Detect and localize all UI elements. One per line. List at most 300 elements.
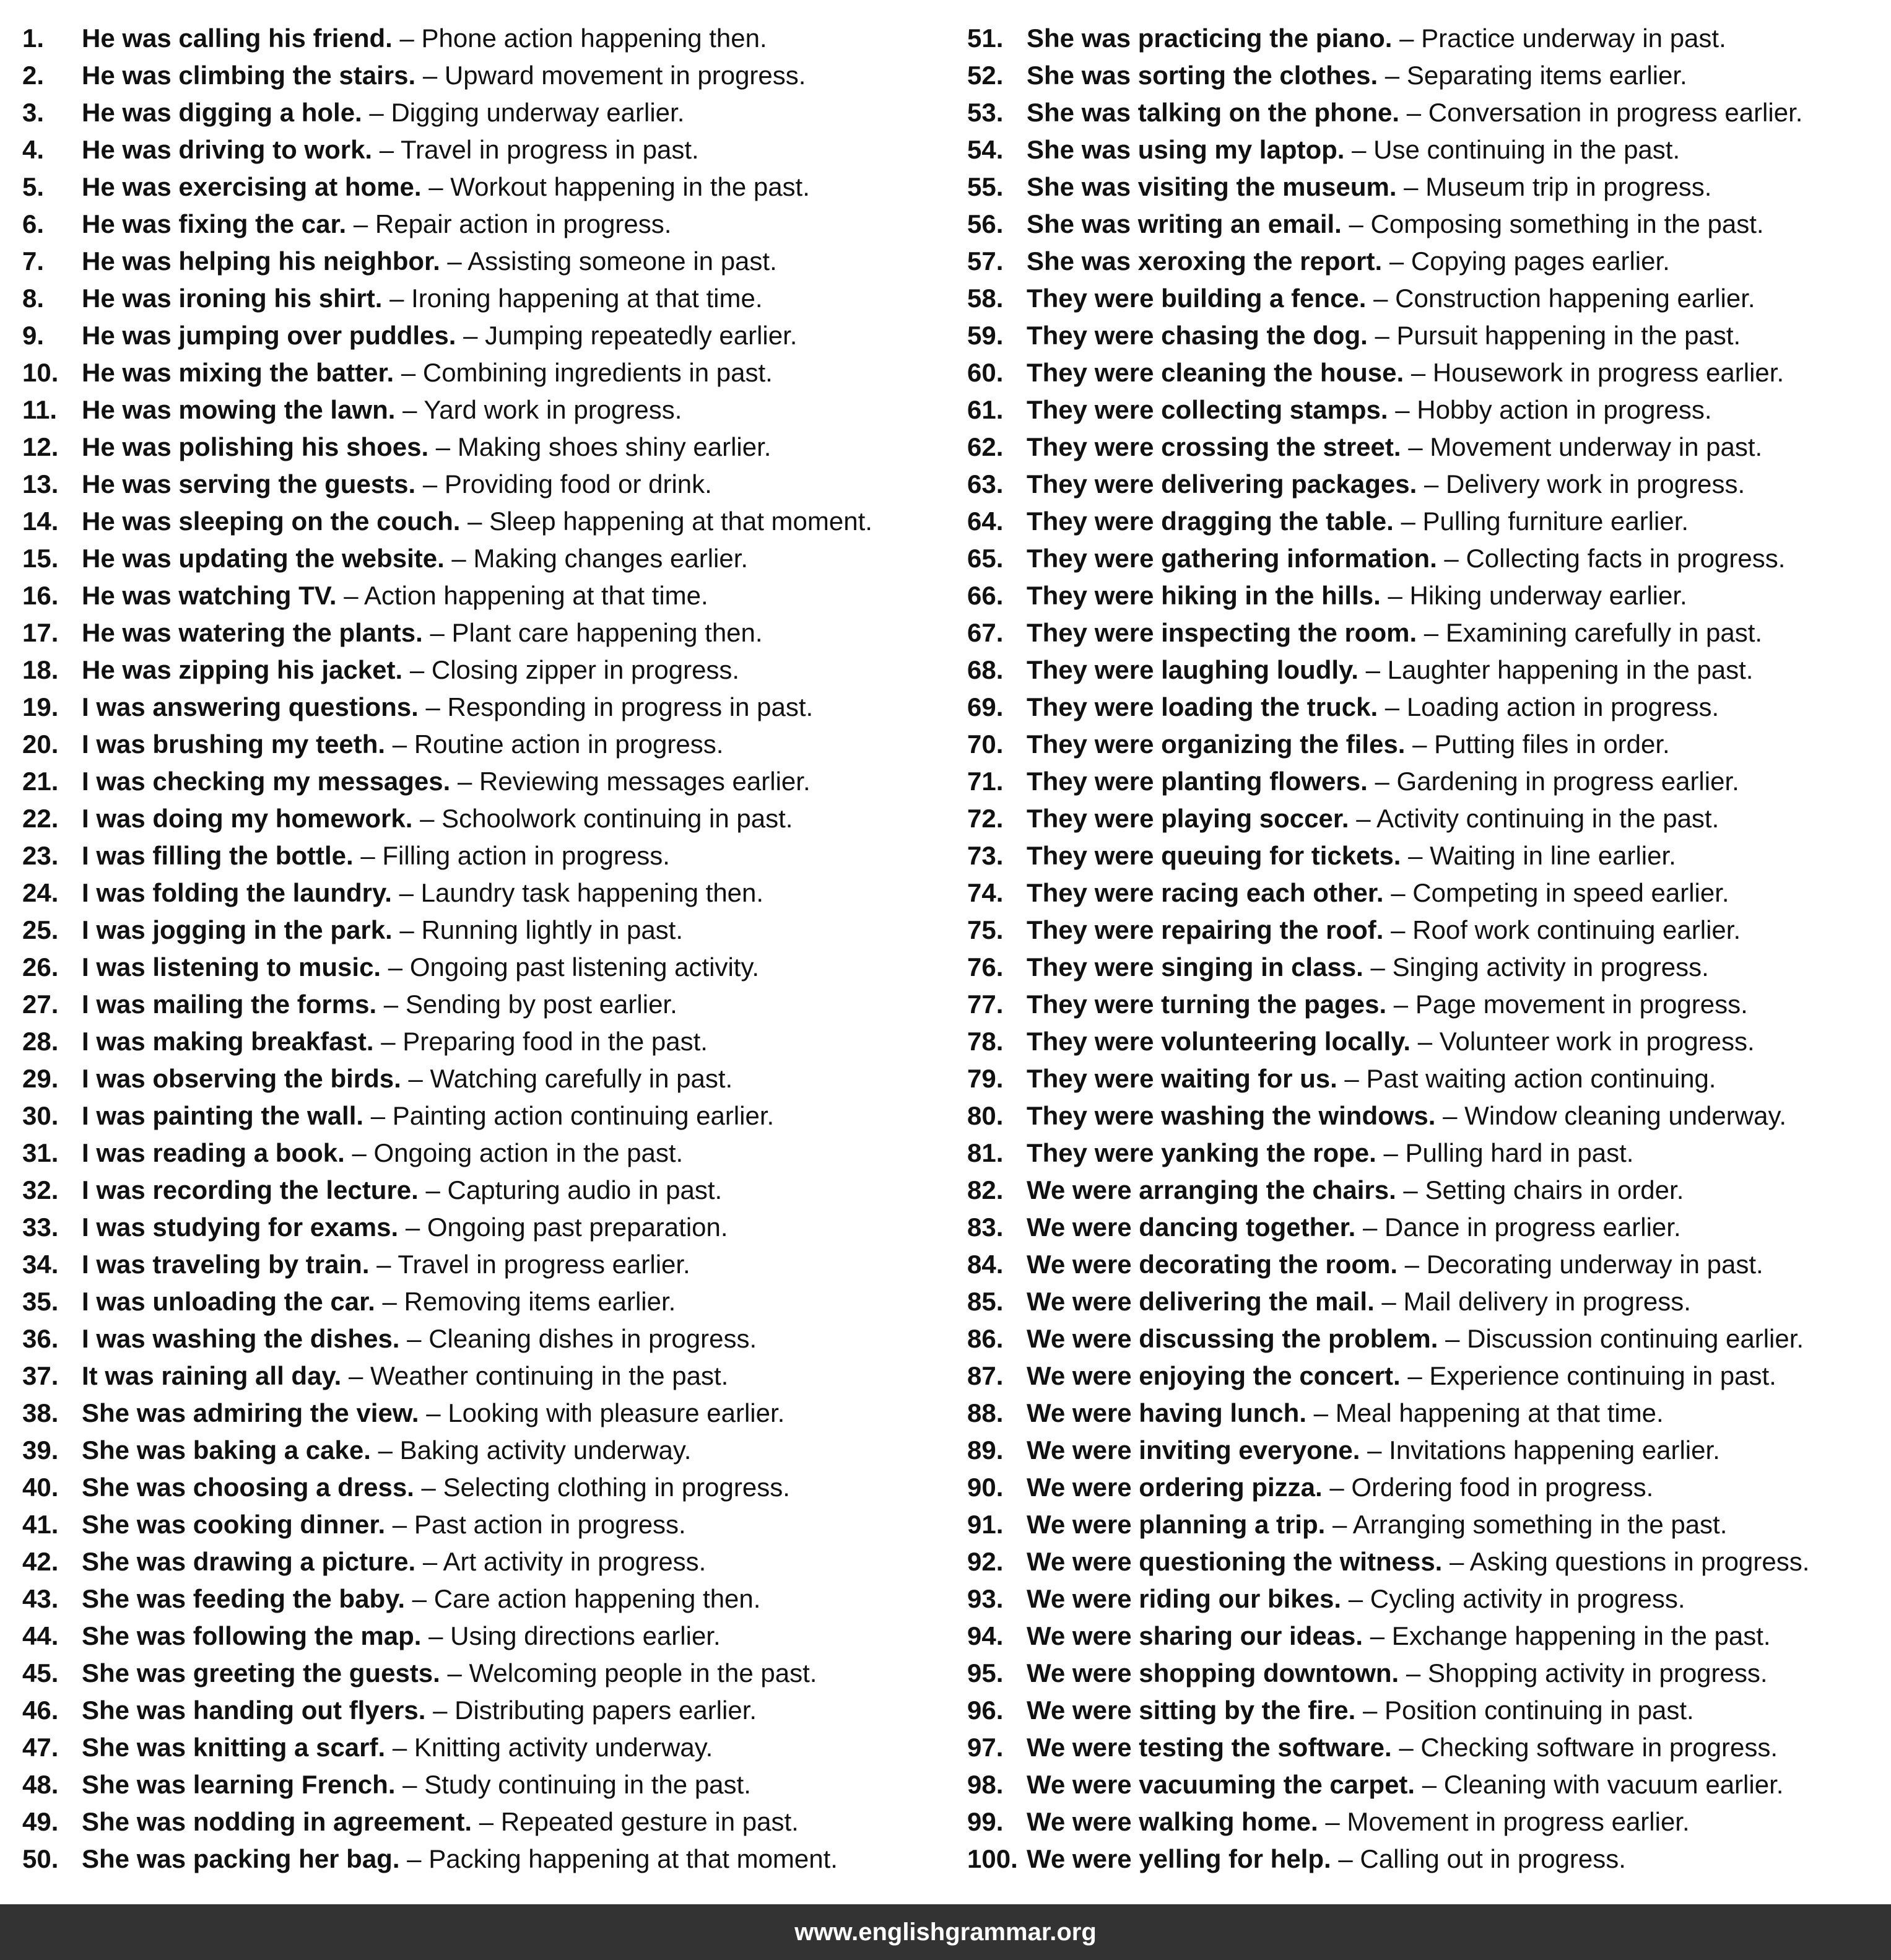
item-number: 69. xyxy=(967,692,1004,721)
dash-separator: – xyxy=(418,692,448,721)
dash-separator: – xyxy=(1367,767,1397,796)
example-sentence: They were washing the windows. xyxy=(1027,1101,1436,1130)
sentence-explanation: Hobby action in progress. xyxy=(1417,395,1712,424)
list-item xyxy=(967,1432,1884,1469)
list-item xyxy=(22,1097,939,1135)
list-item xyxy=(22,57,939,94)
example-sentence: She was knitting a scarf. xyxy=(82,1733,386,1762)
example-sentence: I was brushing my teeth. xyxy=(82,730,386,759)
list-item xyxy=(22,1692,939,1729)
sentence-explanation: Singing activity in progress. xyxy=(1392,952,1709,982)
dash-separator: – xyxy=(1325,1510,1353,1539)
list-item xyxy=(22,317,939,354)
item-number: 29. xyxy=(22,1064,59,1093)
dash-separator: – xyxy=(398,1213,427,1242)
sentence-explanation: Invitations happening earlier. xyxy=(1389,1435,1720,1465)
example-sentence: He was mixing the batter. xyxy=(82,358,394,387)
sentence-explanation: Calling out in progress. xyxy=(1360,1844,1626,1873)
sentence-explanation: Art activity in progress. xyxy=(443,1547,706,1576)
dash-separator: – xyxy=(1417,618,1446,647)
dash-separator: – xyxy=(372,135,401,164)
list-item xyxy=(22,689,939,726)
list-item xyxy=(22,1803,939,1840)
item-number: 85. xyxy=(967,1287,1004,1316)
example-sentence: She was baking a cake. xyxy=(82,1435,371,1465)
sentence-explanation: Routine action in progress. xyxy=(414,730,724,759)
item-number: 18. xyxy=(22,655,59,684)
example-sentence: I was reading a book. xyxy=(82,1138,345,1167)
item-number: 68. xyxy=(967,655,1004,684)
item-number: 61. xyxy=(967,395,1004,424)
dash-separator: – xyxy=(402,655,432,684)
example-sentence: We were walking home. xyxy=(1027,1807,1318,1836)
sentence-explanation: Setting chairs in order. xyxy=(1425,1175,1684,1204)
dash-separator: – xyxy=(369,1250,398,1279)
item-number: 41. xyxy=(22,1510,59,1539)
dash-separator: – xyxy=(385,1733,414,1762)
item-number: 5. xyxy=(22,172,45,201)
item-number: 74. xyxy=(967,878,1004,907)
sentence-explanation: Cleaning with vacuum earlier. xyxy=(1443,1770,1784,1799)
sentence-explanation: Sending by post earlier. xyxy=(405,990,677,1019)
list-item xyxy=(22,614,939,651)
sentence-explanation: Separating items earlier. xyxy=(1406,61,1687,90)
list-item xyxy=(22,1357,939,1395)
list-item xyxy=(22,763,939,800)
item-number: 79. xyxy=(967,1064,1004,1093)
list-item xyxy=(22,429,939,466)
item-number: 63. xyxy=(967,469,1004,499)
item-number: 55. xyxy=(967,172,1004,201)
example-sentence: They were turning the pages. xyxy=(1027,990,1387,1019)
item-number: 67. xyxy=(967,618,1004,647)
item-number: 87. xyxy=(967,1361,1004,1390)
item-number: 25. xyxy=(22,915,59,944)
list-item xyxy=(967,1543,1884,1580)
sentence-explanation: Laundry task happening then. xyxy=(420,878,764,907)
list-item xyxy=(22,540,939,577)
sentence-explanation: Activity continuing in the past. xyxy=(1376,804,1719,833)
list-item xyxy=(967,1097,1884,1135)
sentence-explanation: Museum trip in progress. xyxy=(1425,172,1712,201)
item-number: 19. xyxy=(22,692,59,721)
example-sentence: He was helping his neighbor. xyxy=(82,246,440,276)
sentence-explanation: Selecting clothing in progress. xyxy=(443,1473,790,1502)
example-sentence: She was following the map. xyxy=(82,1621,422,1650)
dash-separator: – xyxy=(1401,841,1430,870)
dash-separator: – xyxy=(428,432,458,461)
sentence-explanation: Making shoes shiny earlier. xyxy=(457,432,772,461)
item-number: 28. xyxy=(22,1027,59,1056)
list-item xyxy=(22,391,939,429)
example-sentence: They were delivering packages. xyxy=(1027,469,1417,499)
example-sentence: She was writing an email. xyxy=(1027,209,1342,238)
item-number: 26. xyxy=(22,952,59,982)
item-number: 20. xyxy=(22,730,59,759)
item-number: 84. xyxy=(967,1250,1004,1279)
example-sentence: He was calling his friend. xyxy=(82,24,393,53)
dash-separator: – xyxy=(1392,24,1422,53)
item-number: 59. xyxy=(967,321,1004,350)
sentence-explanation: Ongoing past listening activity. xyxy=(409,952,760,982)
example-sentence: I was painting the wall. xyxy=(82,1101,364,1130)
footer-bar xyxy=(0,1904,1891,1960)
list-item xyxy=(22,1283,939,1320)
list-item xyxy=(22,986,939,1023)
dash-separator: – xyxy=(1366,284,1396,313)
dash-separator: – xyxy=(1386,990,1415,1019)
example-sentence: I was traveling by train. xyxy=(82,1250,370,1279)
example-sentence: He was watching TV. xyxy=(82,581,337,610)
example-sentence: They were playing soccer. xyxy=(1027,804,1349,833)
sentence-explanation: Workout happening in the past. xyxy=(450,172,810,201)
example-sentence: We were shopping downtown. xyxy=(1027,1658,1399,1688)
dash-separator: – xyxy=(341,1361,371,1390)
sentence-explanation: Mail delivery in progress. xyxy=(1403,1287,1691,1316)
example-sentence: She was drawing a picture. xyxy=(82,1547,416,1576)
list-item xyxy=(22,1432,939,1469)
item-number: 82. xyxy=(967,1175,1004,1204)
sentence-explanation: Travel in progress earlier. xyxy=(398,1250,690,1279)
example-sentence: I was unloading the car. xyxy=(82,1287,375,1316)
item-number: 81. xyxy=(967,1138,1004,1167)
sentence-explanation: Movement underway in past. xyxy=(1430,432,1763,461)
dash-separator: – xyxy=(1382,246,1411,276)
example-sentence: We were sharing our ideas. xyxy=(1027,1621,1363,1650)
item-number: 86. xyxy=(967,1324,1004,1353)
list-item xyxy=(967,391,1884,429)
item-number: 92. xyxy=(967,1547,1004,1576)
sentence-explanation: Use continuing in the past. xyxy=(1373,135,1680,164)
dash-separator: – xyxy=(415,1547,443,1576)
list-item xyxy=(22,206,939,243)
example-sentence: They were hiking in the hills. xyxy=(1027,581,1381,610)
list-item xyxy=(967,280,1884,317)
example-sentence: She was sorting the clothes. xyxy=(1027,61,1378,90)
item-number: 51. xyxy=(967,24,1004,53)
list-item xyxy=(22,1618,939,1655)
sentence-explanation: Competing in speed earlier. xyxy=(1412,878,1729,907)
sentence-explanation: Yard work in progress. xyxy=(424,395,682,424)
sentence-explanation: Practice underway in past. xyxy=(1421,24,1726,53)
sentence-explanation: Baking activity underway. xyxy=(399,1435,692,1465)
item-number: 77. xyxy=(967,990,1004,1019)
sentence-explanation: Waiting in line earlier. xyxy=(1430,841,1676,870)
sentence-explanation: Examining carefully in past. xyxy=(1445,618,1763,647)
list-item xyxy=(22,800,939,837)
list-item xyxy=(22,503,939,540)
dash-separator: – xyxy=(456,321,485,350)
sentence-explanation: Dance in progress earlier. xyxy=(1385,1213,1681,1242)
list-item xyxy=(22,1543,939,1580)
item-number: 57. xyxy=(967,246,1004,276)
example-sentence: I was recording the lecture. xyxy=(82,1175,419,1204)
item-number: 62. xyxy=(967,432,1004,461)
dash-separator: – xyxy=(1360,1435,1389,1465)
list-item xyxy=(22,1580,939,1618)
list-item xyxy=(967,20,1884,57)
example-sentence: She was using my laptop. xyxy=(1027,135,1345,164)
sentence-explanation: Reviewing messages earlier. xyxy=(479,767,811,796)
list-item xyxy=(22,168,939,206)
dash-separator: – xyxy=(385,1510,414,1539)
sentence-explanation: Page movement in progress. xyxy=(1415,990,1748,1019)
example-sentence: We were enjoying the concert. xyxy=(1027,1361,1401,1390)
dash-separator: – xyxy=(1400,1361,1430,1390)
dash-separator: – xyxy=(1341,209,1371,238)
list-item xyxy=(22,280,939,317)
dash-separator: – xyxy=(405,1584,434,1613)
dash-separator: – xyxy=(394,358,423,387)
sentence-explanation: Cycling activity in progress. xyxy=(1370,1584,1685,1613)
sentence-explanation: Loading action in progress. xyxy=(1406,692,1719,721)
dash-separator: – xyxy=(399,1844,429,1873)
example-sentence: We were decorating the room. xyxy=(1027,1250,1398,1279)
item-number: 73. xyxy=(967,841,1004,870)
sentence-explanation: Asking questions in progress. xyxy=(1469,1547,1810,1576)
list-item xyxy=(22,466,939,503)
dash-separator: – xyxy=(336,581,364,610)
sentence-explanation: Combining ingredients in past. xyxy=(422,358,773,387)
dash-separator: – xyxy=(1417,469,1446,499)
example-sentence: He was updating the website. xyxy=(82,544,445,573)
example-sentence: We were testing the software. xyxy=(1027,1733,1392,1762)
dash-separator: – xyxy=(1378,692,1407,721)
sentence-explanation: Window cleaning underway. xyxy=(1464,1101,1787,1130)
example-sentence: We were inviting everyone. xyxy=(1027,1435,1360,1465)
example-sentence: We were questioning the witness. xyxy=(1027,1547,1443,1576)
item-number: 30. xyxy=(22,1101,59,1130)
example-sentence: I was washing the dishes. xyxy=(82,1324,400,1353)
list-item xyxy=(967,689,1884,726)
item-number: 17. xyxy=(22,618,59,647)
item-number: 13. xyxy=(22,469,59,499)
example-sentence: I was mailing the forms. xyxy=(82,990,377,1019)
list-item xyxy=(22,131,939,168)
item-number: 8. xyxy=(22,284,45,313)
example-sentence: He was ironing his shirt. xyxy=(82,284,383,313)
footer-website[interactable]: www.englishgrammar.org xyxy=(794,1919,1097,1946)
example-sentence: She was greeting the guests. xyxy=(82,1658,440,1688)
list-item xyxy=(967,577,1884,614)
item-number: 91. xyxy=(967,1510,1004,1539)
list-item xyxy=(967,540,1884,577)
list-item xyxy=(967,354,1884,391)
list-item xyxy=(967,1580,1884,1618)
item-number: 53. xyxy=(967,98,1004,127)
example-sentence: It was raining all day. xyxy=(82,1361,342,1390)
list-item xyxy=(967,1766,1884,1803)
item-number: 42. xyxy=(22,1547,59,1576)
item-number: 4. xyxy=(22,135,45,164)
sentence-explanation: Schoolwork continuing in past. xyxy=(441,804,793,833)
sentence-explanation: Using directions earlier. xyxy=(450,1621,721,1650)
list-item xyxy=(967,1618,1884,1655)
item-number: 3. xyxy=(22,98,45,127)
dash-separator: – xyxy=(415,469,445,499)
item-number: 2. xyxy=(22,61,45,90)
dash-separator: – xyxy=(395,1770,425,1799)
sentence-explanation: Shopping activity in progress. xyxy=(1427,1658,1768,1688)
list-item xyxy=(967,466,1884,503)
list-item xyxy=(967,874,1884,912)
example-sentence: She was learning French. xyxy=(82,1770,396,1799)
item-number: 97. xyxy=(967,1733,1004,1762)
item-number: 24. xyxy=(22,878,59,907)
item-number: 46. xyxy=(22,1696,59,1725)
item-number: 83. xyxy=(967,1213,1004,1242)
example-sentence: They were organizing the files. xyxy=(1027,730,1406,759)
dash-separator: – xyxy=(1306,1398,1336,1427)
list-item xyxy=(967,800,1884,837)
list-item xyxy=(967,614,1884,651)
list-item xyxy=(967,912,1884,949)
dash-separator: – xyxy=(1383,878,1413,907)
sentence-explanation: Plant care happening then. xyxy=(451,618,763,647)
dash-separator: – xyxy=(362,98,391,127)
item-number: 1. xyxy=(22,24,45,53)
sentence-explanation: Composing something in the past. xyxy=(1370,209,1764,238)
example-sentence: We were riding our bikes. xyxy=(1027,1584,1342,1613)
example-sentence: He was mowing the lawn. xyxy=(82,395,396,424)
example-sentence: They were repairing the roof. xyxy=(1027,915,1384,944)
dash-separator: – xyxy=(375,1287,404,1316)
example-sentence: I was filling the bottle. xyxy=(82,841,354,870)
sentence-explanation: Collecting facts in progress. xyxy=(1466,544,1786,573)
sentence-explanation: Phone action happening then. xyxy=(421,24,767,53)
list-item xyxy=(22,949,939,986)
list-item xyxy=(967,1803,1884,1840)
list-item xyxy=(22,874,939,912)
example-sentence: She was packing her bag. xyxy=(82,1844,400,1873)
item-number: 47. xyxy=(22,1733,59,1762)
sentence-explanation: Study continuing in the past. xyxy=(424,1770,751,1799)
example-sentence: They were crossing the street. xyxy=(1027,432,1401,461)
example-sentence: They were singing in class. xyxy=(1027,952,1363,982)
list-item xyxy=(967,503,1884,540)
dash-separator: – xyxy=(1405,730,1435,759)
dash-separator: – xyxy=(385,730,414,759)
item-number: 98. xyxy=(967,1770,1004,1799)
item-number: 56. xyxy=(967,209,1004,238)
dash-separator: – xyxy=(1341,1584,1370,1613)
example-sentence: We were ordering pizza. xyxy=(1027,1473,1323,1502)
sentence-explanation: Exchange happening in the past. xyxy=(1391,1621,1771,1650)
item-number: 72. xyxy=(967,804,1004,833)
sentence-explanation: Meal happening at that time. xyxy=(1335,1398,1664,1427)
item-number: 99. xyxy=(967,1807,1004,1836)
dash-separator: – xyxy=(1437,544,1466,573)
example-sentence: I was folding the laundry. xyxy=(82,878,392,907)
item-number: 15. xyxy=(22,544,59,573)
example-sentence: I was studying for exams. xyxy=(82,1213,399,1242)
dash-separator: – xyxy=(373,1027,403,1056)
list-item xyxy=(22,1209,939,1246)
sentence-explanation: Distributing papers earlier. xyxy=(454,1696,757,1725)
list-item xyxy=(22,651,939,689)
sentence-explanation: Copying pages earlier. xyxy=(1411,246,1670,276)
list-item xyxy=(22,20,939,57)
dash-separator: – xyxy=(412,804,442,833)
dash-separator: – xyxy=(1383,915,1413,944)
dash-separator: – xyxy=(1380,581,1410,610)
sentence-explanation: Care action happening then. xyxy=(433,1584,761,1613)
dash-separator: – xyxy=(399,1324,429,1353)
list-item xyxy=(967,1655,1884,1692)
example-sentence: We were having lunch. xyxy=(1027,1398,1306,1427)
example-sentence: They were building a fence. xyxy=(1027,284,1367,313)
list-item xyxy=(967,1729,1884,1766)
item-number: 9. xyxy=(22,321,45,350)
list-item xyxy=(22,1320,939,1357)
example-sentence: They were planting flowers. xyxy=(1027,767,1368,796)
list-item xyxy=(967,317,1884,354)
sentence-explanation: Hiking underway earlier. xyxy=(1409,581,1687,610)
example-sentence: I was jogging in the park. xyxy=(82,915,393,944)
sentence-explanation: Pulling hard in past. xyxy=(1405,1138,1634,1167)
dash-separator: – xyxy=(392,915,422,944)
list-item xyxy=(22,1469,939,1506)
sentence-explanation: Upward movement in progress. xyxy=(444,61,806,90)
sentence-explanation: Volunteer work in progress. xyxy=(1439,1027,1755,1056)
sentence-explanation: Construction happening earlier. xyxy=(1395,284,1755,313)
example-sentence: I was answering questions. xyxy=(82,692,419,721)
item-number: 90. xyxy=(967,1473,1004,1502)
item-number: 31. xyxy=(22,1138,59,1167)
dash-separator: – xyxy=(1367,321,1397,350)
sentence-explanation: Knitting activity underway. xyxy=(414,1733,713,1762)
example-sentence: He was sleeping on the couch. xyxy=(82,507,461,536)
sentence-explanation: Housework in progress earlier. xyxy=(1432,358,1784,387)
sentence-explanation: Ongoing past preparation. xyxy=(427,1213,728,1242)
item-number: 33. xyxy=(22,1213,59,1242)
sentence-explanation: Discussion continuing earlier. xyxy=(1467,1324,1804,1353)
example-sentence: She was cooking dinner. xyxy=(82,1510,386,1539)
list-item xyxy=(22,577,939,614)
example-sentence: They were collecting stamps. xyxy=(1027,395,1388,424)
sentence-explanation: Providing food or drink. xyxy=(444,469,712,499)
sentence-explanation: Welcoming people in the past. xyxy=(469,1658,817,1688)
list-item xyxy=(22,1135,939,1172)
list-item xyxy=(967,94,1884,131)
item-number: 44. xyxy=(22,1621,59,1650)
dash-separator: – xyxy=(450,767,480,796)
dash-separator: – xyxy=(1442,1547,1470,1576)
list-item xyxy=(22,1395,939,1432)
list-item xyxy=(22,1729,939,1766)
dash-separator: – xyxy=(1318,1807,1347,1836)
sentence-explanation: Making changes earlier. xyxy=(473,544,749,573)
sentence-explanation: Delivery work in progress. xyxy=(1446,469,1745,499)
list-item xyxy=(22,912,939,949)
item-number: 66. xyxy=(967,581,1004,610)
sentence-explanation: Repair action in progress. xyxy=(375,209,672,238)
dash-separator: – xyxy=(344,1138,374,1167)
example-sentence: They were queuing for tickets. xyxy=(1027,841,1401,870)
dash-separator: – xyxy=(1376,1138,1406,1167)
sentence-explanation: Laughter happening in the past. xyxy=(1387,655,1754,684)
list-item xyxy=(22,243,939,280)
item-number: 100. xyxy=(967,1844,1018,1873)
dash-separator: – xyxy=(440,1658,469,1688)
item-number: 11. xyxy=(22,395,58,424)
list-item xyxy=(967,1060,1884,1097)
sentence-explanation: Jumping repeatedly earlier. xyxy=(485,321,798,350)
sentence-explanation: Ironing happening at that time. xyxy=(411,284,763,313)
dash-separator: – xyxy=(472,1807,501,1836)
item-number: 40. xyxy=(22,1473,59,1502)
item-number: 45. xyxy=(22,1658,59,1688)
